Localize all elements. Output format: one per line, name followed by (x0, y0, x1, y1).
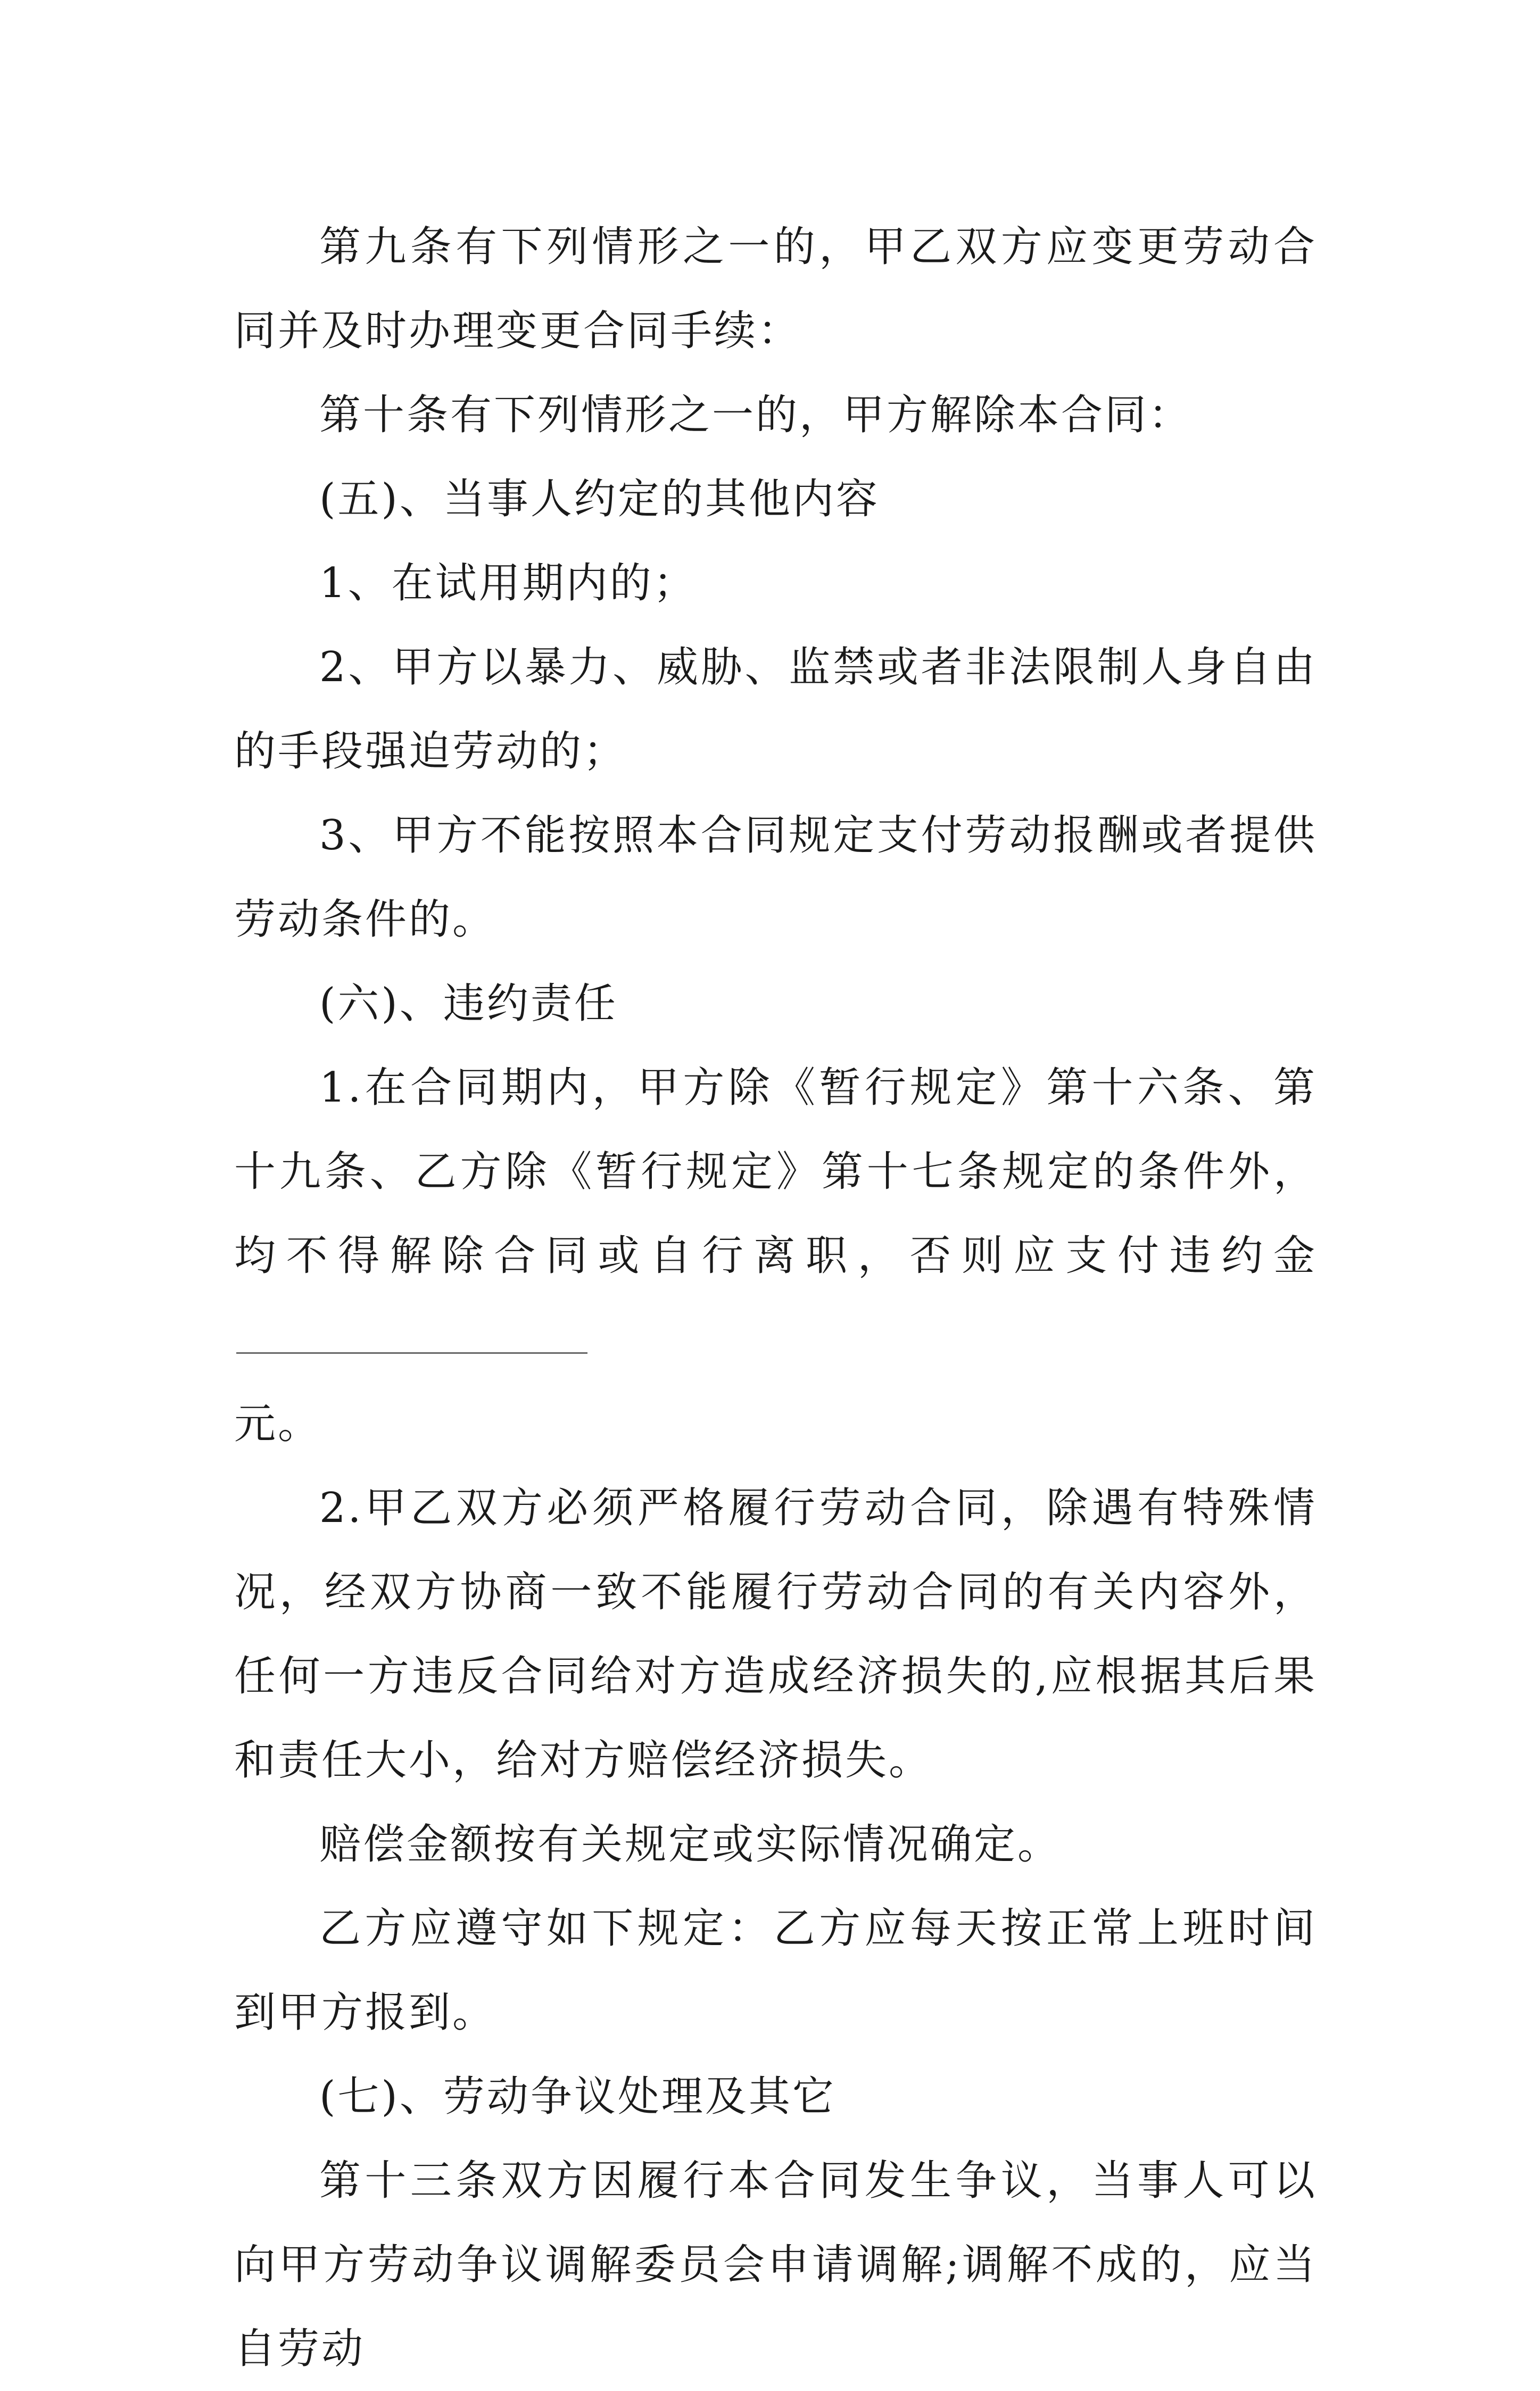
paragraph-liability-2: 2.甲乙双方必须严格履行劳动合同，除遇有特殊情况，经双方协商一致不能履行劳动合同的有关内容外，任何一方违反合同给对方造成经济损失的,应根据其后果和责任大小，给对方赔偿经济损失。 (234, 1484, 1317, 1784)
section-heading-7: (七)、劳动争议处理及其它 (319, 2073, 836, 2121)
paragraph-liability-1 (234, 1046, 1317, 1466)
list-item-2: 2、甲方以暴力、威胁、监禁或者非法限制人身自由的手段强迫劳动的； (234, 643, 1317, 775)
list-item-3: 3、甲方不能按照本合同规定支付劳动报酬或者提供劳动条件的。 (234, 812, 1317, 944)
paragraph-compensation: 赔偿金额按有关规定或实际情况确定。 (319, 1821, 1062, 1868)
list-item-1: 1、在试用期内的； (319, 559, 697, 607)
paragraph-article-13: 第十三条双方因履行本合同发生争议，当事人可以向甲方劳动争议调解委员会申请调解;调解不成的，应当自劳动 (234, 2157, 1317, 2373)
paragraph-article-9: 第九条有下列情形之一的，甲乙双方应变更劳动合同并及时办理变更合同手续： (234, 223, 1317, 355)
currency-unit: 元。 (234, 1400, 322, 1448)
paragraph-article-10: 第十条有下列情形之一的，甲方解除本合同： (319, 391, 1193, 439)
paragraph-attendance-rule: 乙方应遵守如下规定：乙方应每天按正常上班时间到甲方报到。 (234, 1905, 1317, 2037)
section-heading-6: (六)、违约责任 (319, 980, 618, 1028)
penalty-amount-blank (236, 1352, 587, 1354)
document-body (234, 205, 1317, 2391)
section-heading-5: (五)、当事人约定的其他内容 (319, 475, 880, 523)
paragraph-liability-1-text: 1.在合同期内，甲方除《暂行规定》第十六条、第十九条、乙方除《暂行规定》第十七条规定的条件外，均不得解除合同或自行离职，否则应支付违约金 (234, 1064, 1317, 1280)
